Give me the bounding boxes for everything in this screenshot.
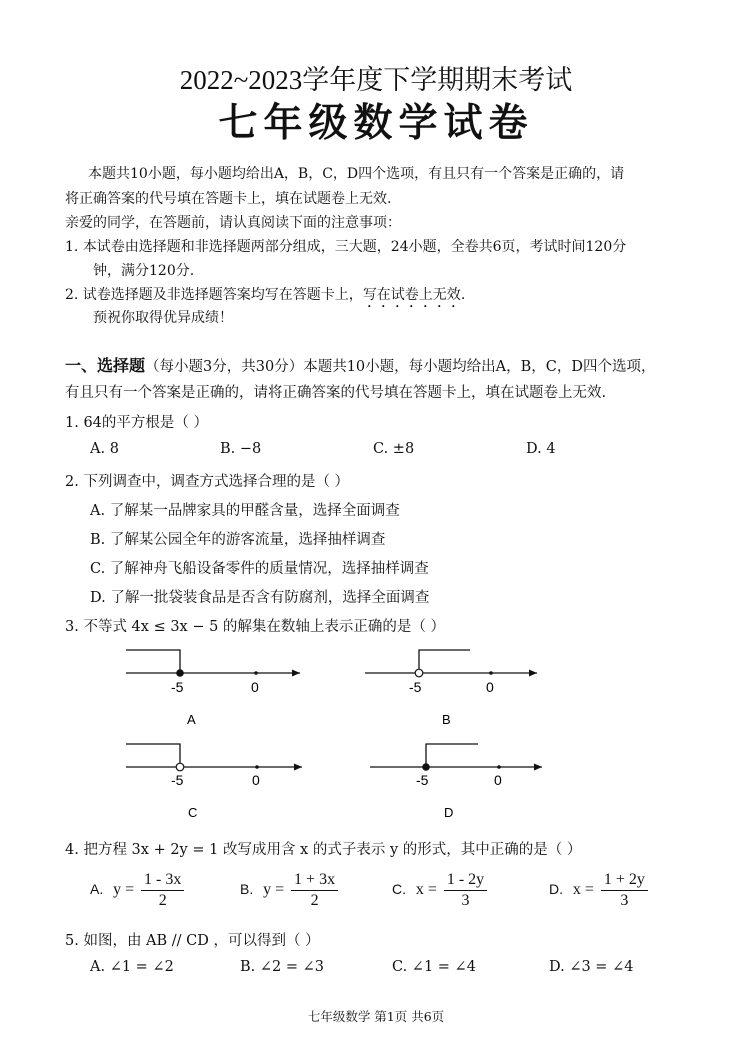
q5-option-a: A. ∠1 = ∠2 [90, 959, 174, 975]
solution-ray [426, 744, 478, 767]
note-1-line-1: 1. 本试卷由选择题和非选择题两部分组成，三大题，24小题，全卷共6页，考试时间120分 [65, 239, 627, 255]
q2-option-b: B. 了解某公园全年的游客流量，选择抽样调查 [90, 532, 386, 548]
fraction [444, 870, 487, 911]
note-2-period: . [460, 287, 466, 303]
exam-title: 2022~2023学年度下学期期末考试 [179, 65, 573, 95]
note-2-emphasis: 写在试卷上无效 [362, 287, 461, 303]
figure-label-d: D [444, 805, 454, 820]
q4-option-c [392, 870, 487, 911]
open-point [176, 763, 184, 771]
q1-option-a: A. 8 [90, 441, 119, 457]
intro-line-1: 本题共10小题，每小题均给出A，B，C，D四个选项，有且只有一个答案是正确的，请 [88, 166, 625, 182]
figure-label-c: C [188, 805, 198, 820]
q4-option-d [549, 870, 648, 911]
q1-option-d: D. 4 [526, 441, 556, 457]
q2-option-a: A. 了解某一品牌家具的甲醛含量，选择全面调查 [90, 503, 400, 519]
q3-stem: 3. 不等式 4x ≤ 3x − 5 的解集在数轴上表示正确的是（ ） [65, 619, 446, 635]
fraction [291, 870, 338, 911]
origin-dot [497, 765, 501, 769]
numerator: 1 - 2y [444, 870, 487, 891]
tick-label-0: 0 [494, 772, 502, 788]
section-1-header [65, 353, 656, 376]
option-letter: A. [90, 881, 104, 898]
note-1-line-2: 钟，满分120分. [93, 263, 195, 279]
fraction [601, 870, 648, 911]
numerator: 1 + 3x [291, 870, 338, 891]
number-line-a [126, 650, 300, 727]
wish-text: 预祝你取得优异成绩！ [93, 310, 233, 326]
fraction [141, 870, 184, 911]
q1-stem: 1. 64的平方根是（ ） [65, 415, 209, 431]
option-lhs: y = [113, 881, 135, 899]
origin-dot [254, 671, 258, 675]
closed-point [176, 669, 184, 677]
solution-ray [419, 650, 470, 673]
q4-option-b [240, 870, 338, 911]
q2-stem: 2. 下列调查中，调查方式选择合理的是（ ） [65, 474, 350, 490]
solution-ray [126, 650, 180, 673]
denominator: 3 [620, 892, 629, 909]
q1-option-c: C. ±8 [373, 441, 415, 457]
denominator: 2 [158, 892, 167, 909]
q4-stem: 4. 把方程 3x + 2y = 1 改写成用含 x 的式子表示 y 的形式，其中正确的是（ ） [65, 842, 582, 858]
tick-label-0: 0 [252, 772, 260, 788]
page-footer: 七年级数学 第1页 共6页 [307, 1009, 445, 1024]
figure-label-b: B [442, 712, 451, 727]
number-line-c [126, 744, 302, 820]
q3-number-line-figures [0, 640, 752, 830]
tick-label-neg5: -5 [409, 679, 422, 695]
denominator: 3 [461, 892, 470, 909]
q5-option-b: B. ∠2 = ∠3 [240, 959, 324, 975]
numerator: 1 + 2y [601, 870, 648, 891]
section-1-instructions: （每小题3分，共30分）本题共10小题，每小题均给出A，B，C，D四个选项， [145, 359, 656, 375]
origin-dot [255, 765, 259, 769]
section-1-heading: 一、选择题 [65, 356, 146, 375]
figure-label-a: A [187, 712, 196, 727]
closed-point [422, 763, 430, 771]
q2-option-c: C. 了解神舟飞船设备零件的质量情况，选择抽样调查 [90, 561, 429, 577]
solution-ray [126, 744, 180, 767]
q5-option-c: C. ∠1 = ∠4 [392, 959, 476, 975]
axis-arrow [294, 764, 302, 771]
axis-arrow [529, 670, 537, 677]
option-lhs: y = [263, 881, 285, 899]
open-point [415, 669, 423, 677]
option-letter: D. [549, 881, 563, 898]
option-letter: B. [240, 881, 254, 898]
option-lhs: x = [572, 881, 594, 899]
axis-arrow [534, 764, 542, 771]
q5-stem: 5. 如图，由 AB // CD ，可以得到（ ） [65, 933, 320, 949]
tick-label-neg5: -5 [171, 772, 184, 788]
tick-label-0: 0 [251, 679, 259, 695]
number-line-d [370, 744, 542, 820]
intro-line-3: 亲爱的同学，在答题前，请认真阅读下面的注意事项： [65, 215, 401, 231]
intro-line-2: 将正确答案的代号填在答题卡上，填在试题卷上无效. [65, 191, 392, 207]
numerator: 1 - 3x [141, 870, 184, 891]
option-lhs: x = [415, 881, 437, 899]
origin-dot [489, 671, 493, 675]
section-1-line-2: 有且只有一个答案是正确的，请将正确答案的代号填在答题卡上，填在试题卷上无效. [65, 385, 607, 401]
tick-label-neg5: -5 [171, 679, 184, 695]
q4-option-a [90, 870, 184, 911]
denominator: 2 [310, 892, 319, 909]
note-2-text: 2. 试卷选择题及非选择题答案均写在答题卡上， [65, 287, 363, 303]
tick-label-0: 0 [486, 679, 494, 695]
number-line-b [365, 650, 537, 727]
q1-option-b: B. −8 [220, 441, 262, 457]
option-letter: C. [392, 881, 406, 898]
axis-arrow [292, 670, 300, 677]
q5-option-d: D. ∠3 = ∠4 [549, 959, 634, 975]
tick-label-neg5: -5 [416, 772, 429, 788]
q2-option-d: D. 了解一批袋装食品是否含有防腐剂，选择全面调查 [90, 590, 430, 606]
exam-subtitle: 七年级数学试卷 [218, 100, 534, 146]
